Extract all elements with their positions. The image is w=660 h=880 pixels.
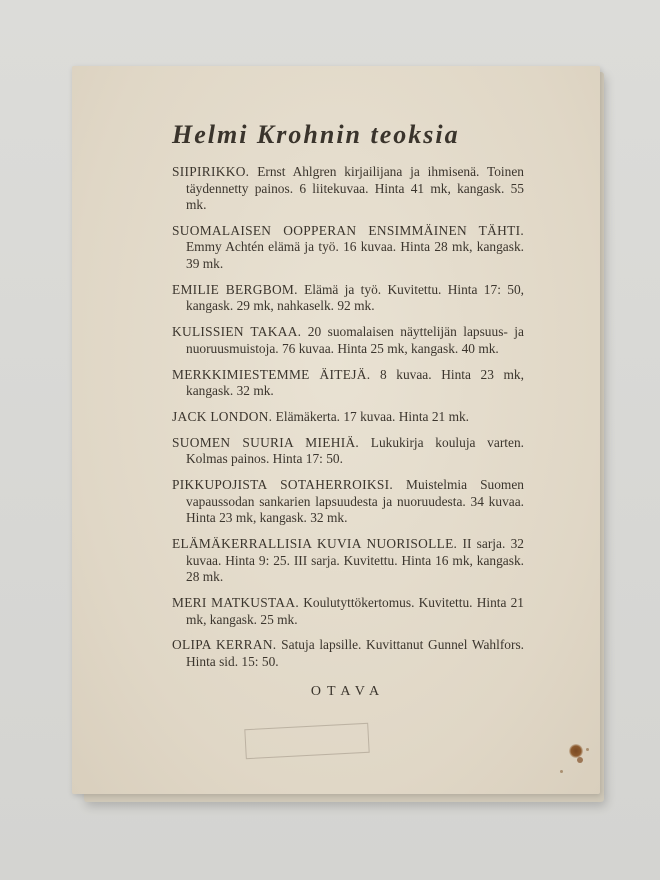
entry-title: SUOMEN SUURIA MIEHIÄ. — [172, 434, 360, 450]
list-item — [172, 595, 524, 628]
entry-title: KULISSIEN TAKAA. — [172, 324, 302, 340]
book-list — [172, 164, 524, 680]
entry-title: PIKKUPOJISTA SOTAHERROIKSI. — [172, 477, 393, 493]
list-item — [172, 536, 524, 586]
ink-stain — [569, 744, 583, 758]
entry-title: JACK LONDON. — [172, 408, 273, 424]
entry-title: OLIPA KERRAN. — [172, 637, 277, 653]
entry-title: ELÄMÄKERRALLISIA KUVIA NUORISOLLE. — [172, 536, 458, 552]
entry-title: MERI MATKUSTAA. — [172, 595, 300, 611]
entry-title: SIIPIRIKKO. — [172, 164, 250, 179]
entry-text: Satuja lapsille. Kuvittanut Gunnel Wahlfors. Hinta sid. 15: 50. — [186, 637, 525, 669]
entry-title: EMILIE BERGBOM. — [172, 281, 298, 297]
list-item — [172, 637, 524, 670]
list-item — [172, 324, 524, 357]
paper-speck — [560, 770, 563, 773]
entry-text: Elämä ja työ. Kuvitettu. Hinta 17: 50, kangask. 29 mk, nahkaselk. 92 mk. — [186, 281, 524, 314]
entry-text: Lukukirja kouluja varten. Kolmas painos. Hinta 17: 50. — [186, 434, 524, 467]
ink-stain-small — [577, 757, 583, 763]
entry-text: Muistelmia Suomen vapaussodan sankarien lapsuudesta ja nuoruudesta. 34 kuvaa. Hinta 23 mk, kangask. 32 mk. — [186, 477, 524, 526]
entry-title: SUOMALAISEN OOPPERAN ENSIMMÄINEN TÄHTI. — [172, 222, 524, 238]
entry-text: 8 kuvaa. Hinta 23 mk, kangask. 32 mk. — [186, 366, 524, 399]
cover-heading: Helmi Krohnin teoksia — [172, 120, 460, 149]
list-item — [172, 435, 524, 468]
list-item — [172, 367, 524, 400]
entry-text: II sarja. 32 kuvaa. Hinta 9: 25. III sarja. Kuvitettu. Hinta 16 mk, kangask. 28 mk. — [186, 536, 524, 585]
publisher-name: OTAVA — [310, 684, 386, 699]
list-item — [172, 164, 524, 214]
entry-text: 20 suomalaisen näyttelijän lapsuus- ja nuoruusmuistoja. 76 kuvaa. Hinta 25 mk, kangask. 40 mk. — [186, 324, 524, 356]
list-item — [172, 409, 524, 426]
entry-title: MERKKIMIESTEMME ÄITEJÄ. — [172, 366, 371, 382]
entry-text: Emmy Achtén elämä ja työ. 16 kuvaa. Hinta 28 mk, kangask. 39 mk. — [186, 239, 524, 271]
list-item — [172, 282, 524, 315]
paper-speck — [586, 748, 589, 751]
list-item — [172, 223, 524, 273]
list-item — [172, 477, 524, 527]
entry-text: Koulutyttökertomus. Kuvitettu. Hinta 21 mk, kangask. 25 mk. — [186, 595, 525, 627]
entry-text: Elämäkerta. 17 kuvaa. Hinta 21 mk. — [275, 408, 470, 424]
entry-text: Ernst Ahlgren kirjailijana ja ihmisenä. Toinen täydennetty painos. 6 liitekuvaa. Hinta 41 mk, kangask. 55 mk. — [186, 164, 524, 212]
